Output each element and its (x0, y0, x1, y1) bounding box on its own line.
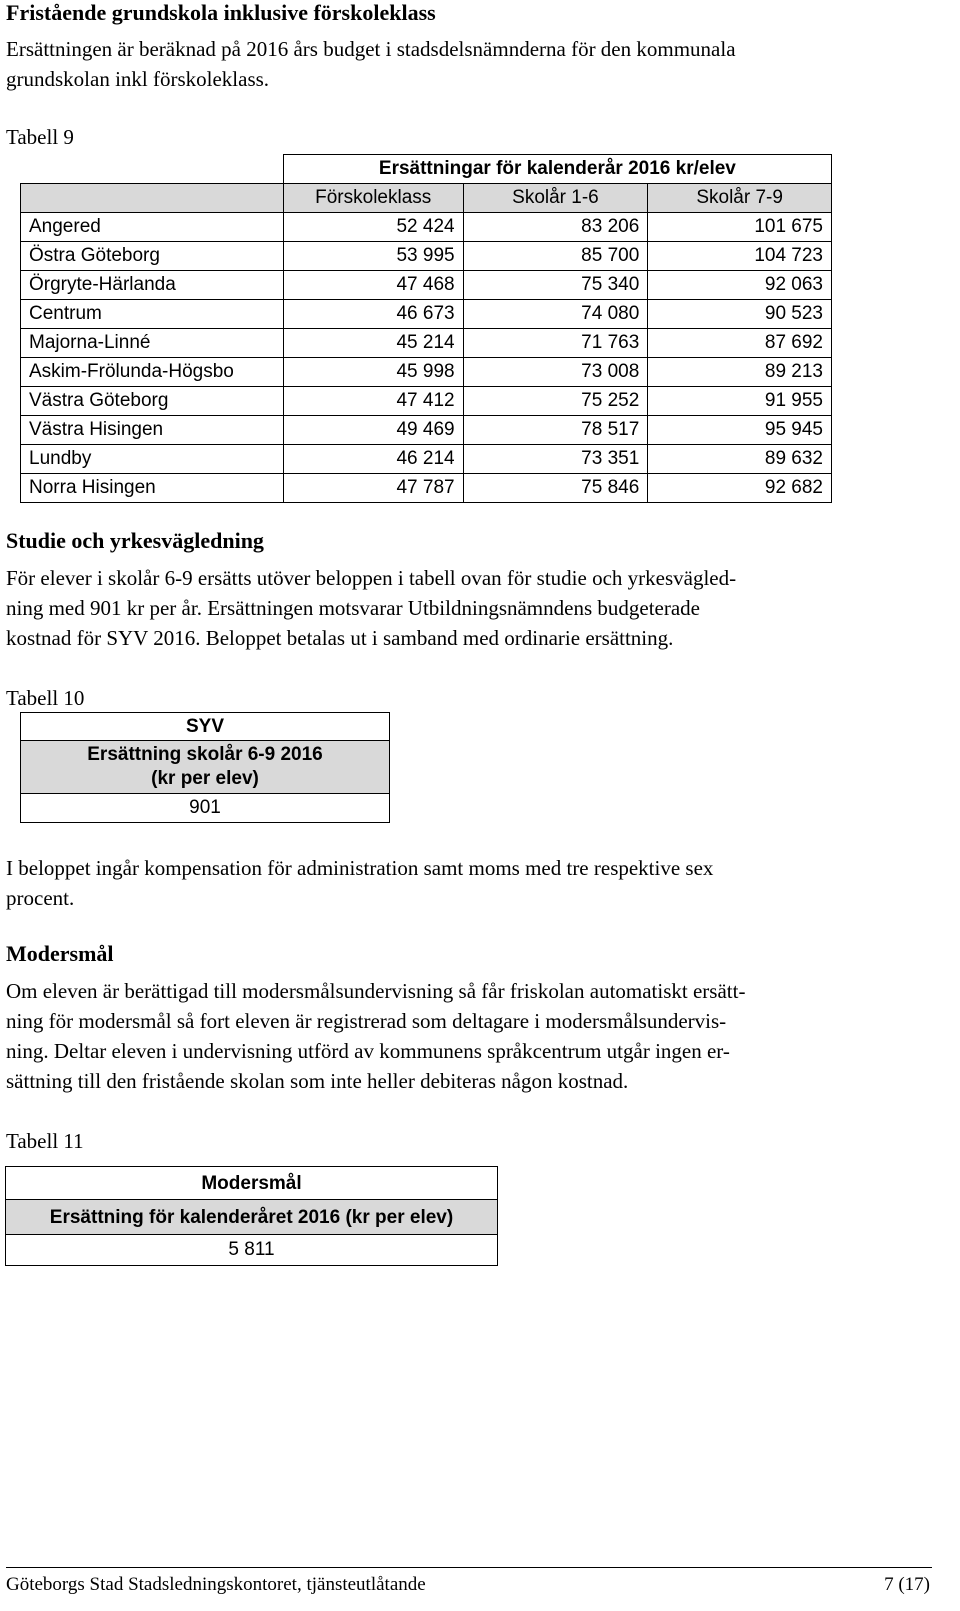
text-line: I beloppet ingår kompensation för administration samt moms med tre respektive sex (6, 856, 714, 880)
table-row (21, 242, 832, 271)
text-line: kostnad för SYV 2016. Beloppet betalas ut i samband med ordinarie ersättning. (6, 626, 674, 650)
table11 (5, 1166, 498, 1266)
text-line: ning med 901 kr per år. Ersättningen motsvarar Utbildningsnämndens budgeterade (6, 596, 700, 620)
table-cell: 85 700 (463, 242, 648, 271)
section2-paragraph (6, 563, 946, 653)
section-heading-friskola: Fristående grundskola inklusive förskoleklass (6, 0, 436, 25)
section3-paragraph (6, 853, 946, 913)
text-line: ning. Deltar eleven i undervisning utförd av kommunens språkcentrum utgår ingen er- (6, 1039, 730, 1063)
footer-left: Göteborgs Stad Stadsledningskontoret, tjänsteutlåtande (6, 1574, 426, 1595)
table-cell: 74 080 (463, 300, 648, 329)
table-cell: 45 214 (283, 329, 463, 358)
table10-value: 901 (189, 797, 221, 818)
text-line: ning för modersmål så fort eleven är registrerad som deltagare i modersmålsundervis- (6, 1009, 727, 1033)
table-row (21, 445, 832, 474)
row-label: Västra Hisingen (21, 416, 284, 445)
text-line: sättning till den fristående skolan som inte heller debiteras någon kostnad. (6, 1069, 629, 1093)
table-row (21, 416, 832, 445)
table-cell: 75 846 (463, 474, 648, 503)
table-cell: 53 995 (283, 242, 463, 271)
table10-title: SYV (21, 713, 389, 741)
table-cell: 75 340 (463, 271, 648, 300)
section1-paragraph (6, 34, 946, 94)
row-label: Östra Göteborg (21, 242, 284, 271)
table-cell: 75 252 (463, 387, 648, 416)
footer-page-number: 7 (17) (884, 1574, 930, 1595)
table-cell: 95 945 (648, 416, 832, 445)
table-cell: 45 998 (283, 358, 463, 387)
table-cell: 91 955 (648, 387, 832, 416)
row-label: Västra Göteborg (21, 387, 284, 416)
table-cell: 73 351 (463, 445, 648, 474)
table-row (21, 300, 832, 329)
table-cell: 90 523 (648, 300, 832, 329)
table10-subtitle (21, 741, 389, 794)
text-line: Ersättningen är beräknad på 2016 års budget i stadsdelsnämnderna för den kommunala (6, 37, 736, 61)
table-cell: 47 468 (283, 271, 463, 300)
table-cell: 47 787 (283, 474, 463, 503)
table-cell: 52 424 (283, 213, 463, 242)
table-cell: 73 008 (463, 358, 648, 387)
table10 (20, 712, 390, 823)
table-cell: 49 469 (283, 416, 463, 445)
table-cell: 89 632 (648, 445, 832, 474)
table-cell: 46 214 (283, 445, 463, 474)
table10-subtitle-line: (kr per elev) (151, 768, 259, 789)
row-label: Majorna-Linné (21, 329, 284, 358)
section4-paragraph (6, 976, 946, 1096)
table-cell: 46 673 (283, 300, 463, 329)
row-label: Lundby (21, 445, 284, 474)
table-row (21, 358, 832, 387)
column-header: Skolår 1-6 (463, 184, 648, 213)
table9 (20, 154, 832, 503)
table-cell: 47 412 (283, 387, 463, 416)
table-row (21, 329, 832, 358)
footer-divider (6, 1567, 932, 1568)
row-label: Angered (21, 213, 284, 242)
table9-caption: Tabell 9 (6, 125, 74, 149)
table-cell: 104 723 (648, 242, 832, 271)
table11-subtitle: Ersättning för kalenderåret 2016 (kr per elev) (6, 1200, 497, 1235)
text-line: grundskolan inkl förskoleklass. (6, 67, 270, 91)
table-cell: 71 763 (463, 329, 648, 358)
table10-caption: Tabell 10 (6, 686, 85, 710)
table-row (21, 213, 832, 242)
section-heading-syv: Studie och yrkesvägledning (6, 528, 264, 553)
table11-caption: Tabell 11 (6, 1129, 84, 1153)
row-label: Norra Hisingen (21, 474, 284, 503)
table-cell: 92 682 (648, 474, 832, 503)
table-cell: 89 213 (648, 358, 832, 387)
table-cell: 92 063 (648, 271, 832, 300)
table10-subtitle-line: Ersättning skolår 6-9 2016 (87, 744, 323, 765)
table-cell: 83 206 (463, 213, 648, 242)
column-header: Förskoleklass (283, 184, 463, 213)
row-label: Centrum (21, 300, 284, 329)
table-row (21, 271, 832, 300)
row-label: Örgryte-Härlanda (21, 271, 284, 300)
row-label: Askim-Frölunda-Högsbo (21, 358, 284, 387)
table11-value: 5 811 (228, 1239, 275, 1260)
section-heading-modersmal: Modersmål (6, 941, 114, 966)
table11-title: Modersmål (6, 1167, 497, 1200)
text-line: Om eleven är berättigad till modersmålsundervisning så får friskolan automatiskt ersätt- (6, 979, 746, 1003)
text-line: procent. (6, 886, 75, 910)
table-cell: 101 675 (648, 213, 832, 242)
table-cell: 78 517 (463, 416, 648, 445)
table-cell: 87 692 (648, 329, 832, 358)
column-header: Skolår 7-9 (648, 184, 832, 213)
table-row (21, 474, 832, 503)
table-row (21, 387, 832, 416)
text-line: För elever i skolår 6-9 ersätts utöver beloppen i tabell ovan för studie och yrkesvägled- (6, 566, 737, 590)
table9-title: Ersättningar för kalenderår 2016 kr/elev (283, 155, 831, 184)
